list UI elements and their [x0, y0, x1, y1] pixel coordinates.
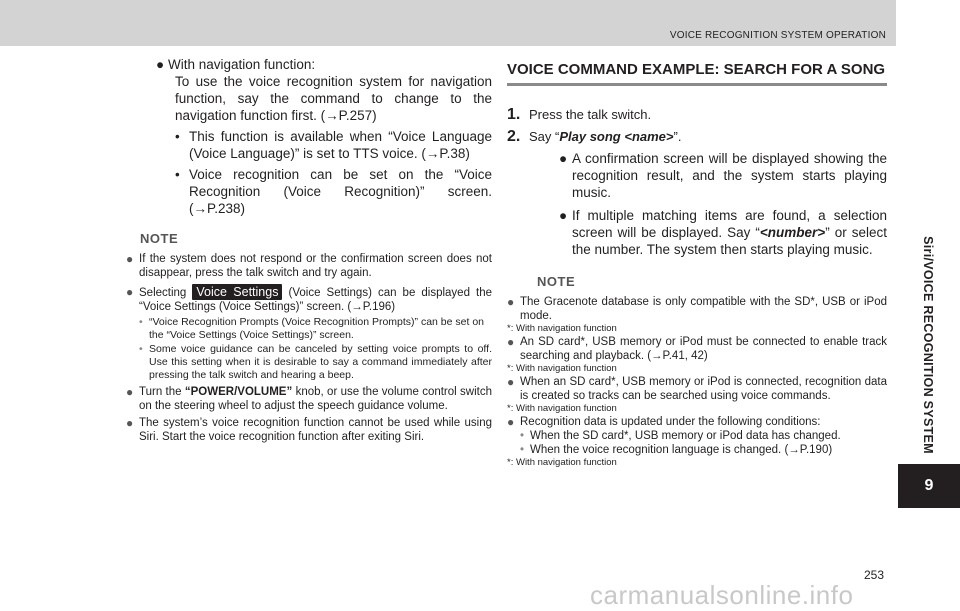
footnote: *: With navigation function — [507, 403, 617, 414]
note-item-text: If the system does not respond or the confirmation screen does not disappear, press the talk switch and try again. — [139, 253, 492, 279]
note-bullet-icon: ● — [126, 416, 134, 430]
note-item — [507, 415, 887, 429]
dot-icon: • — [520, 444, 525, 456]
step-number: 1. — [507, 106, 521, 123]
footnote: *: With navigation function — [507, 363, 617, 374]
note-bullet-icon: ● — [126, 385, 134, 399]
heading-rule — [507, 83, 887, 86]
step-text: Press the talk switch. — [529, 107, 652, 122]
note-item-text: An SD card*, USB memory or iPod must be connected to enable track searching and playback. (→P.41, 42) — [520, 336, 887, 362]
bullet-icon: ● — [559, 208, 568, 223]
section-title: VOICE RECOGNITION SYSTEM OPERATION — [669, 30, 886, 41]
bullet-icon: ● — [156, 57, 165, 72]
note-item — [507, 335, 887, 363]
note-bullet-icon: ● — [507, 335, 515, 349]
step-number: 2. — [507, 128, 521, 145]
note-bullet-icon: ● — [507, 415, 515, 429]
note-item-text: The system’s voice recognition function cannot be used while using Siri. Start the voice recognition function after exiting Siri. — [139, 417, 492, 443]
note-heading: NOTE — [537, 274, 576, 289]
note-item — [126, 385, 492, 413]
nav-bullet — [126, 56, 492, 73]
note-item-text: When an SD card*, USB memory or iPod is connected, recognition data is created so tracks can be searched using voice commands. — [520, 376, 887, 402]
note-item — [126, 252, 492, 280]
section-heading: VOICE COMMAND EXAMPLE: SEARCH FOR A SONG — [507, 61, 886, 78]
step-1 — [507, 106, 887, 124]
chapter-number-box: 9 — [898, 464, 960, 508]
dot-icon: • — [175, 167, 180, 182]
note-bullet-icon: ● — [507, 295, 515, 309]
note-bullet-icon: ● — [126, 252, 134, 266]
note-sub-item — [507, 429, 887, 443]
sub-item — [126, 128, 492, 162]
step-bullet-text: A confirmation screen will be displayed showing the recognition result, and the system starts playing music. — [572, 151, 887, 200]
note-item-text: The Gracenote database is only compatible with the SD*, USB or iPod mode. — [520, 296, 887, 322]
note-item-text: Selecting Voice Settings (Voice Settings) can be displayed the “Voice Settings (Voice Settings)” screen. (→P.196) — [139, 285, 493, 313]
sub-item-text: Voice recognition can be set on the “Voice Recognition (Voice Recognition)” screen. (→P.238) — [189, 167, 492, 216]
watermark: carmanualsonline.info — [590, 580, 854, 610]
step-bullet — [507, 207, 887, 258]
step-text: Say “Play song <name>”. — [529, 129, 682, 144]
dot-icon: • — [139, 316, 143, 328]
note-sub-text: When the voice recognition language is changed. (→P.190) — [530, 444, 833, 456]
note-item-text: Recognition data is updated under the following conditions: — [520, 416, 821, 428]
step-bullet-text: If multiple matching items are found, a selection screen will be displayed. Say “<number>” or select the number. The system then starts playing music. — [572, 208, 887, 257]
note-sub-text: When the SD card*, USB memory or iPod data has changed. — [530, 430, 841, 442]
dot-icon: • — [520, 430, 525, 442]
footnote: *: With navigation function — [507, 457, 617, 468]
dot-icon: • — [175, 129, 180, 144]
voice-settings-label: Voice Settings — [192, 284, 282, 300]
note-sub-text: “Voice Recognition Prompts (Voice Recognition Prompts)” can be set on the “Voice Settings (Voice Settings)” screen. — [149, 316, 485, 341]
bullet-icon: ● — [559, 151, 568, 166]
left-column — [126, 56, 492, 444]
dot-icon: • — [139, 343, 143, 355]
note-heading: NOTE — [140, 231, 179, 246]
step-bullet — [507, 150, 887, 201]
nav-paragraph: To use the voice recognition system for navigation function, say the command to change to the navigation function first. (→P.257) — [175, 74, 492, 123]
note-bullet-icon: ● — [126, 285, 134, 299]
note-item — [507, 375, 887, 403]
note-sub-item — [126, 343, 492, 382]
chapter-side-label-text: Siri/VOICE RECOGNITION SYSTEM — [920, 236, 935, 454]
note-sub-item — [507, 443, 887, 457]
note-item — [126, 285, 492, 314]
footnote: *: With navigation function — [507, 323, 617, 334]
step-2 — [507, 128, 887, 146]
note-item — [507, 295, 887, 323]
note-bullet-icon: ● — [507, 375, 515, 389]
page-number: 253 — [864, 568, 885, 582]
chapter-side-label — [915, 226, 940, 464]
nav-bullet-text: With navigation function: — [168, 57, 316, 72]
sub-item-text: This function is available when “Voice Language (Voice Language)” is set to TTS voice. (→P.38) — [189, 129, 492, 161]
right-column — [507, 56, 887, 469]
sub-item — [126, 166, 492, 217]
note-item-text: Turn the “POWER/VOLUME” knob, or use the volume control switch on the steering wheel to adjust the speech guidance volume. — [139, 386, 492, 412]
note-item — [126, 416, 492, 444]
note-sub-text: Some voice guidance can be canceled by setting voice prompts to off. Use this setting when it is desirable to say a command immediately after pressing the talk switch and hearing a beep. — [149, 343, 492, 381]
note-sub-item — [126, 316, 492, 342]
